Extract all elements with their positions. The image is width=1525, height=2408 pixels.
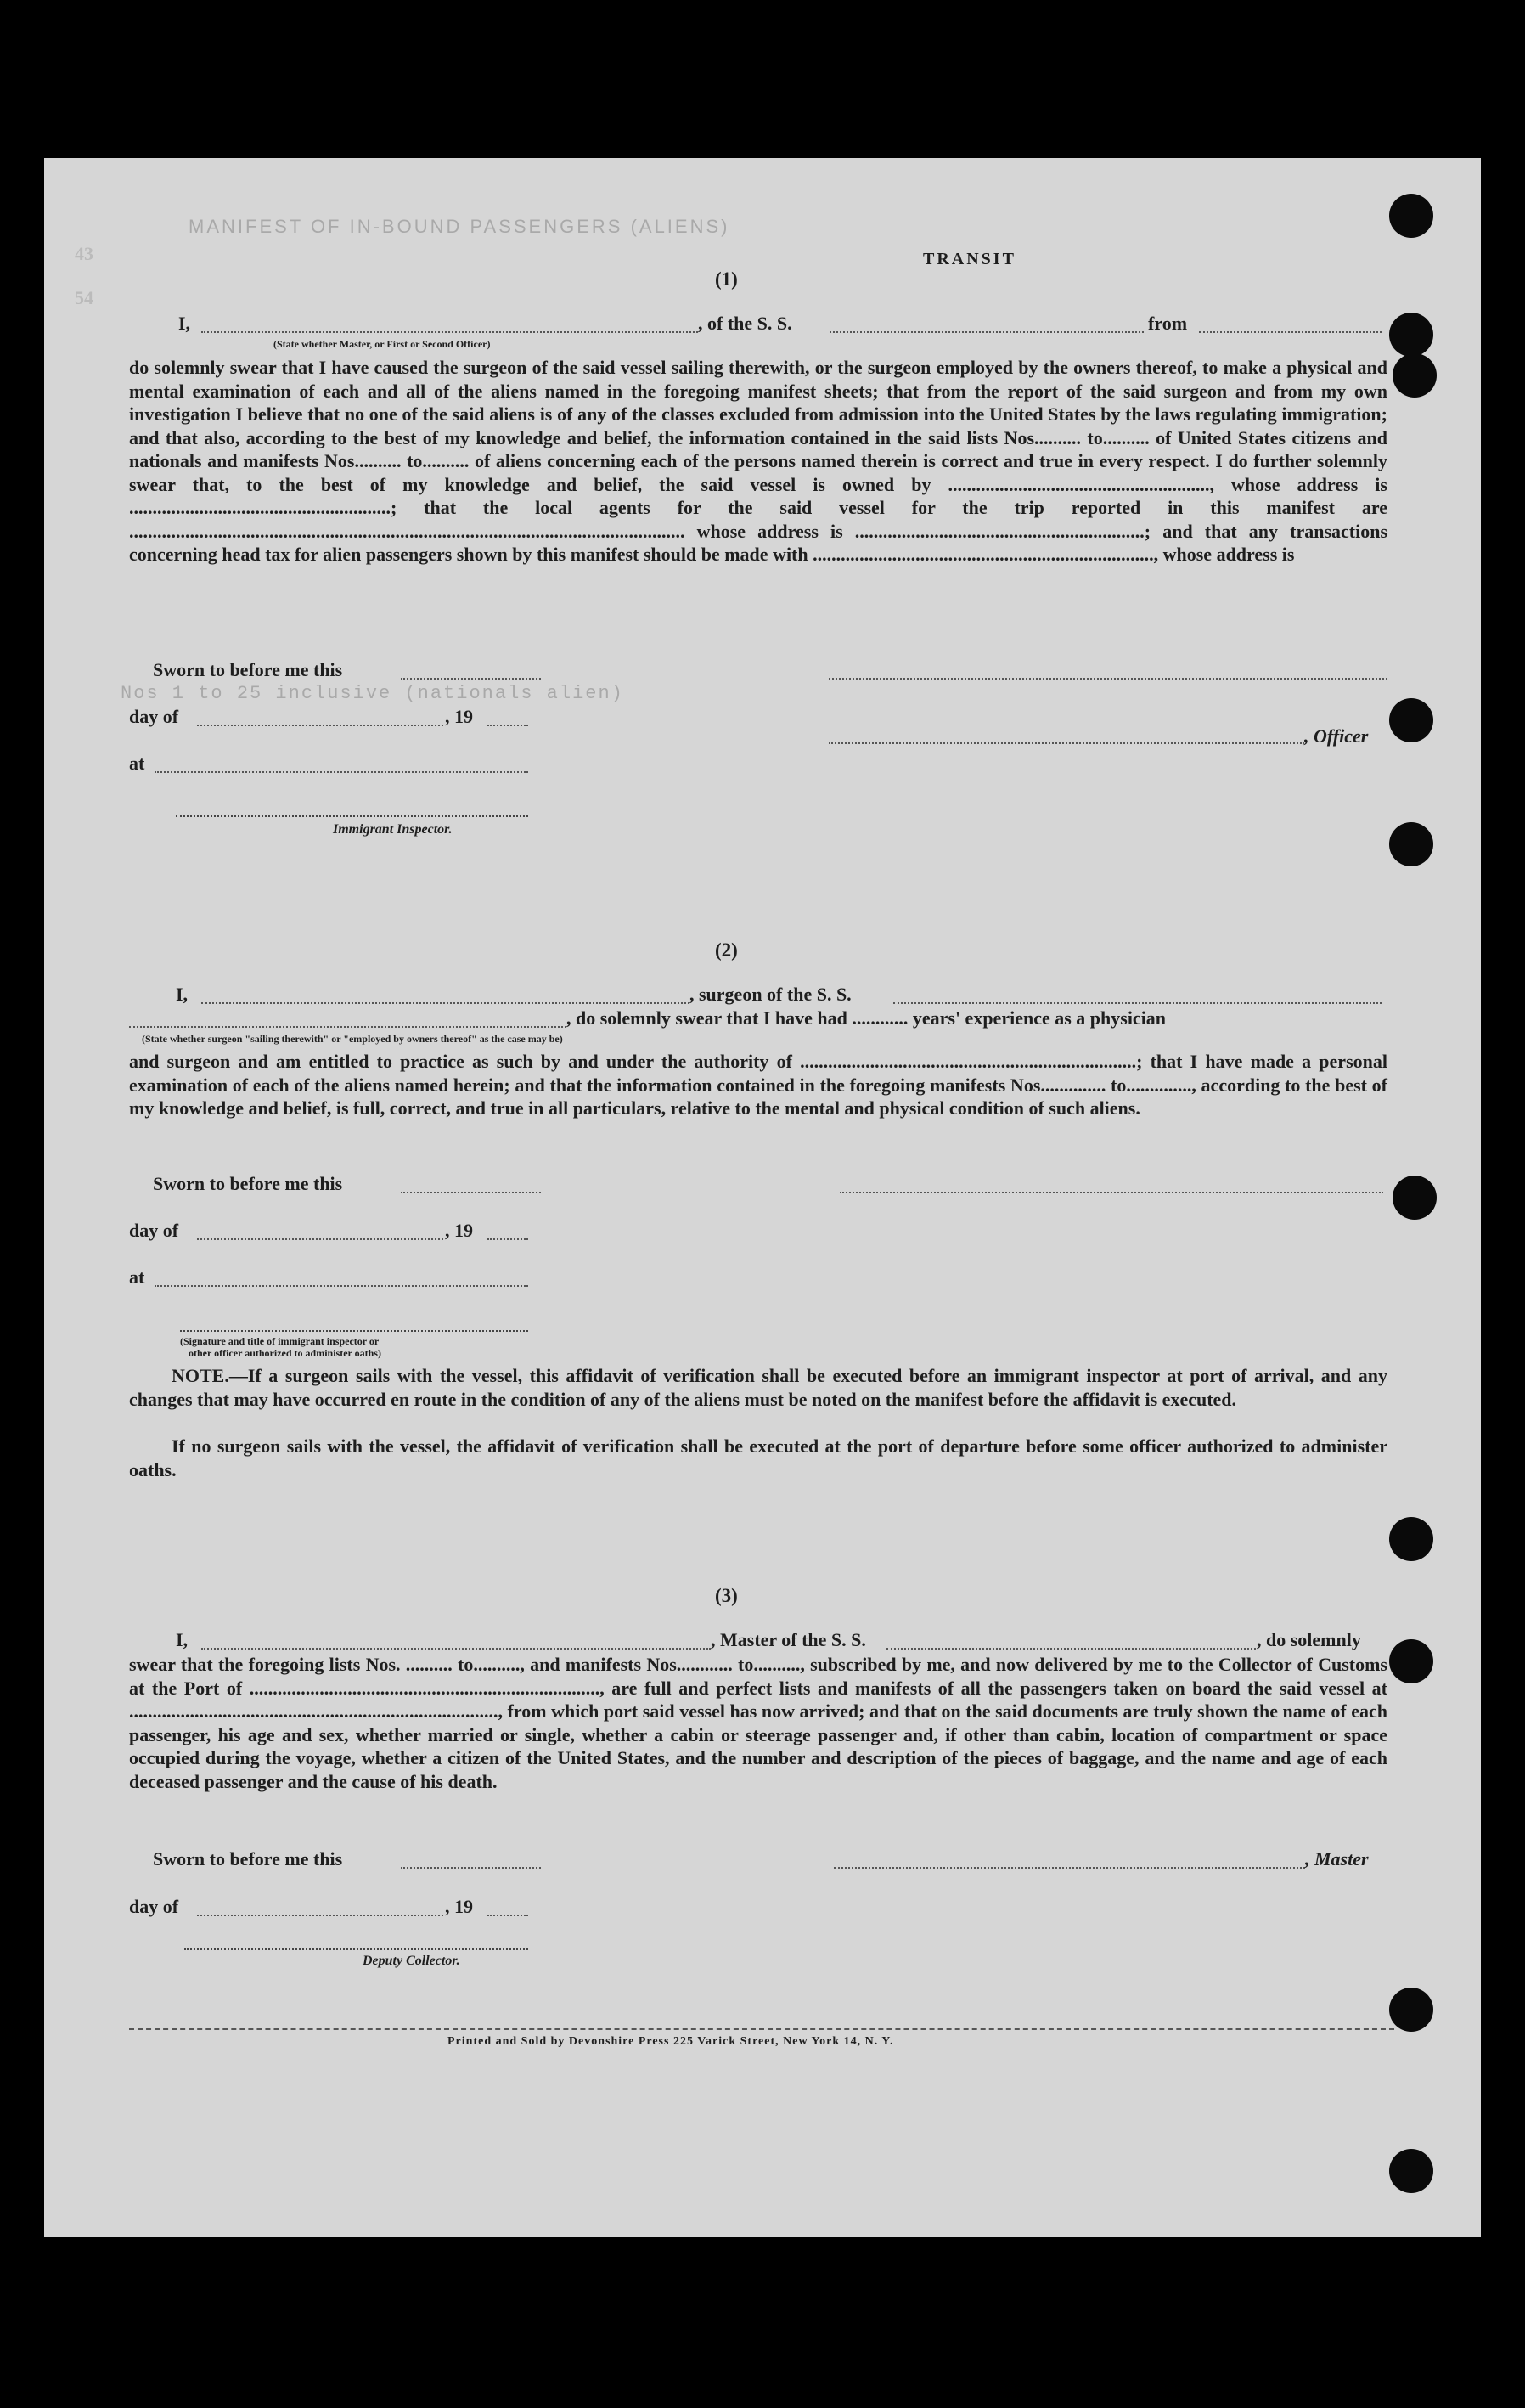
- s1-officer-sig-line[interactable]: [829, 678, 1387, 680]
- s3-day-of: day of: [129, 1896, 179, 1917]
- s2-state-note: (State whether surgeon "sailing therewith" or "employed by owners thereof" as the case may be): [142, 1033, 563, 1045]
- s2-note-text: —If a surgeon sails with the vessel, this affidavit of verification shall be executed before an immigrant inspector at port of arrival, and any changes that may have occurred en route in the condition of any of the aliens must be noted on the manifest before the affidavit is executed.: [129, 1365, 1387, 1410]
- s2-vessel-field[interactable]: [893, 1002, 1382, 1004]
- margin-mark-top: 43: [75, 243, 93, 264]
- s1-inspector-line[interactable]: [176, 815, 528, 817]
- s3-year-field[interactable]: [487, 1915, 528, 1916]
- transit-mark: TRANSIT: [923, 250, 1016, 268]
- s2-note-label: NOTE.: [172, 1365, 229, 1386]
- section-2-number: (2): [715, 939, 738, 961]
- s1-sworn: Sworn to before me this: [153, 659, 343, 680]
- s2-name-field[interactable]: [201, 1002, 689, 1004]
- s3-solemnly: , do solemnly: [1257, 1629, 1361, 1650]
- s2-year: , 19: [445, 1220, 473, 1241]
- s3-body: swear that the foregoing lists Nos. .......... to.........., and manifests Nos............ to.........., subscribed by me, and now delivered by me to the Collector of Customs at the Port of ..........................................................................., are full and perfect lists and manifests of all the passengers taken on board the said vessel at ..............................................................................., from which port said vessel has now arrived; and that on the said documents are truly shown the name of each passenger, his age and sex, whether married or single, whether a cabin or steerage passenger and, if other than cabin, location of compartment or space occupied during the voyage, whether a citizen of the United States, and the number and description of the pieces of baggage, and the name and age of each deceased passenger and the cause of his death.: [129, 1654, 1387, 1792]
- binder-hole: [1389, 2149, 1433, 2193]
- binder-hole: [1393, 353, 1437, 398]
- binder-hole: [1389, 1517, 1433, 1561]
- s1-officer-line[interactable]: [829, 742, 1304, 744]
- binder-hole: [1389, 822, 1433, 866]
- s1-from: from: [1148, 313, 1188, 334]
- s2-sworn-field[interactable]: [401, 1192, 541, 1193]
- s2-sworn: Sworn to before me this: [153, 1173, 343, 1194]
- s1-day-of: day of: [129, 706, 179, 727]
- binder-hole: [1389, 313, 1433, 357]
- s3-vessel-field[interactable]: [886, 1648, 1256, 1650]
- s3-deputy-line[interactable]: [184, 1948, 528, 1950]
- binder-hole: [1389, 194, 1433, 238]
- s2-sig-note-2: other officer authorized to administer oaths): [189, 1347, 381, 1359]
- s2-day-field[interactable]: [197, 1238, 443, 1240]
- s3-i-label: I,: [176, 1629, 189, 1650]
- footer-rule: [129, 2028, 1394, 2030]
- s1-vessel-field[interactable]: [830, 331, 1144, 333]
- s1-from-field[interactable]: [1199, 331, 1382, 333]
- s1-at: at: [129, 753, 145, 774]
- s3-year: , 19: [445, 1896, 473, 1917]
- s3-name-field[interactable]: [201, 1648, 711, 1650]
- s1-inspector-label: Immigrant Inspector.: [333, 822, 453, 837]
- s1-i-label: I,: [178, 313, 191, 334]
- s1-year-field[interactable]: [487, 725, 528, 726]
- s2-sig-line[interactable]: [840, 1192, 1383, 1193]
- s1-at-field[interactable]: [155, 771, 528, 773]
- s2-note: [129, 1364, 1387, 1411]
- s1-of-ss: , of the S. S.: [698, 313, 792, 334]
- s3-master-of: , Master of the S. S.: [711, 1629, 866, 1650]
- s3-master-sig-line[interactable]: [834, 1867, 1305, 1869]
- s2-i-label: I,: [176, 984, 189, 1005]
- binder-hole: [1389, 1988, 1433, 2032]
- faint-header-title: MANIFEST OF IN-BOUND PASSENGERS (ALIENS): [189, 216, 730, 237]
- binder-hole: [1393, 1176, 1437, 1220]
- form-sheet: [44, 158, 1481, 2237]
- s2-line2: , do solemnly swear that I have had ............ years' experience as a physician: [566, 1007, 1167, 1029]
- section-3-number: (3): [715, 1585, 738, 1606]
- binder-hole: [1389, 698, 1433, 742]
- s3-day-field[interactable]: [197, 1915, 443, 1916]
- margin-mark-mid: 54: [75, 287, 93, 308]
- section-1-number: (1): [715, 268, 738, 290]
- s2-at: at: [129, 1266, 145, 1288]
- s2-year-field[interactable]: [487, 1238, 528, 1240]
- s2-sig-note-1: (Signature and title of immigrant inspector or: [180, 1335, 380, 1347]
- s1-year: , 19: [445, 706, 473, 727]
- s1-day-field[interactable]: [197, 725, 443, 726]
- printer-credit: Printed and Sold by Devonshire Press 225 Varick Street, New York 14, N. Y.: [447, 2035, 894, 2048]
- s1-body: do solemnly swear that I have caused the surgeon of the said vessel sailing therewith, or the surgeon employed by the owners thereof, to make a physical and mental examination of each and all of the aliens named in the foregoing manifest sheets; that from the report of the said surgeon and from my own investigation I believe that no one of the said aliens is of any of the classes excluded from admission into the United States by the laws regulating immigration; and that also, according to the best of my knowledge and belief, the information contained in the said lists Nos.......... to.......... of United States citizens and nationals and manifests Nos.......... to.......... of aliens concerning each of the persons named therein is correct and true in every respect. I do further solemnly swear that, to the best of my knowledge and belief, the said vessel is owned by ........................................................, whose address is ........................................................; that the local agents for the said vessel for the trip reported in this manifest are ....................................................................................................................... whose address is ..............................................................; and that any transactions concerning head tax for alien passengers shown by this manifest should be made with ........................................................................., whose address is: [129, 357, 1387, 565]
- s2-body: and surgeon and am entitled to practice as such by and under the authority of ........................................................................; that I have made a personal examination of each of the aliens named herein; and that the information contained in the foregoing manifests Nos.............. to.............., according to the best of my knowledge and belief, is full, correct, and true in all particulars, relative to the mental and physical condition of such aliens.: [129, 1051, 1387, 1119]
- s3-sworn: Sworn to before me this: [153, 1848, 343, 1869]
- s2-note-2: If no surgeon sails with the vessel, the affidavit of verification shall be executed at the port of departure before some officer authorized to administer oaths.: [129, 1435, 1387, 1480]
- s2-at-field[interactable]: [155, 1285, 528, 1287]
- s1-officer-note: (State whether Master, or First or Second Officer): [273, 338, 491, 350]
- s1-officer-label: , Officer: [1304, 725, 1369, 747]
- binder-hole: [1389, 1639, 1433, 1683]
- faint-stamp: Nos 1 to 25 inclusive (nationals alien): [121, 683, 624, 704]
- s2-surgeon-of: , surgeon of the S. S.: [689, 984, 852, 1005]
- s3-master-label: , Master: [1305, 1848, 1369, 1869]
- s3-deputy-label: Deputy Collector.: [363, 1954, 460, 1968]
- s3-sworn-field[interactable]: [401, 1867, 541, 1869]
- s2-role-field[interactable]: [129, 1026, 566, 1028]
- s2-inspector-line[interactable]: [180, 1330, 528, 1332]
- s1-name-field[interactable]: [201, 331, 698, 333]
- s1-sworn-field[interactable]: [401, 678, 541, 680]
- s2-day-of: day of: [129, 1220, 179, 1241]
